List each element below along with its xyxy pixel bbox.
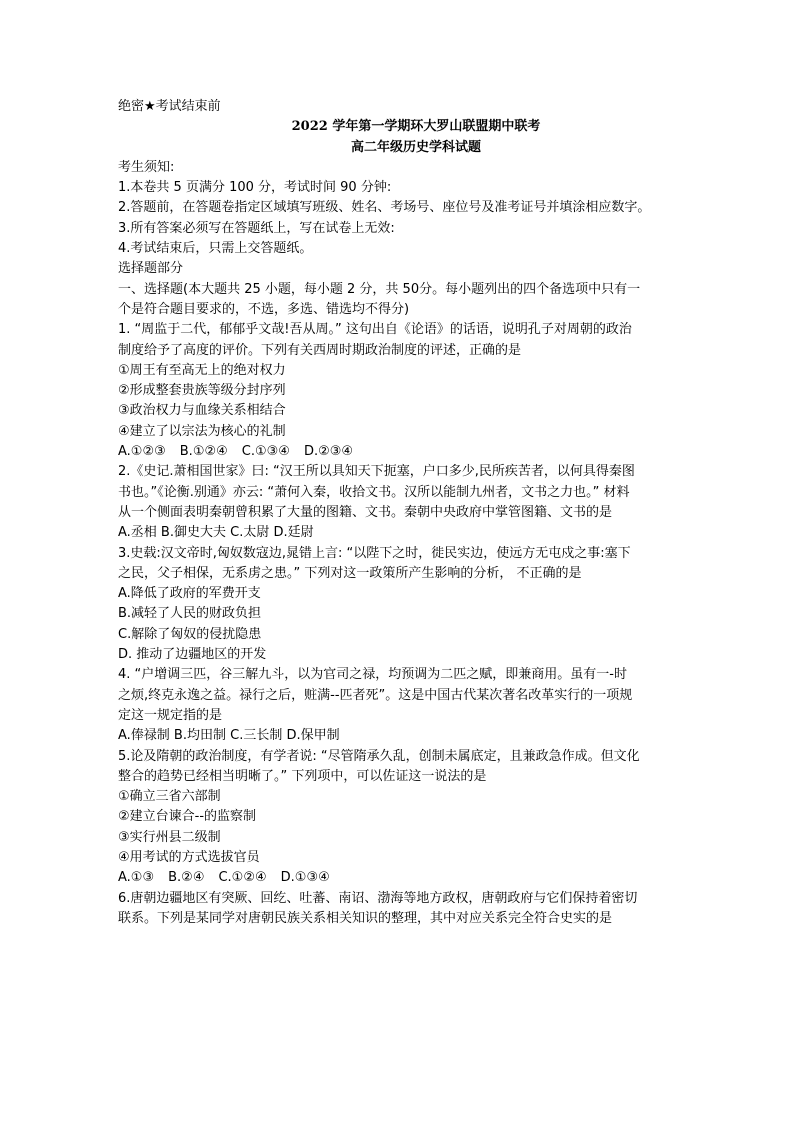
question-3-text: 之民，父子相保，无系虏之患。” 下列对这一政策所产生影响的分析， 不正确的是 [118,565,582,581]
option-b: B.①②④ [179,444,228,460]
option-a: A.①②③ [118,444,166,460]
exam-content [118,97,714,929]
question-3-text: 3.史载:汉文帝时,匈奴数寇边,晁错上言: “以陛下之时，徙民实边，使远方无屯戍之事:塞下 [118,545,631,561]
option-d: D.①③④ [280,870,330,886]
section-intro: 个是符合题目要求的，不选，多选、错选均不得分) [118,301,410,317]
question-2-options: A.丞相 B.御史大夫 C.太尉 D.廷尉 [118,525,314,541]
question-4-options: A.俸禄制 B.均田制 C.三长制 D.保甲制 [118,728,340,744]
section-part: 选择题部分 [118,261,184,277]
question-6-text: 6.唐朝边疆地区有突厥、回纥、吐蕃、南诏、渤海等地方政权，唐朝政府与它们保持着密切 [118,890,638,906]
question-3-option: C.解除了匈奴的侵扰隐患 [118,626,262,642]
question-6-text: 联系。下列是某同学对唐朝民族关系相关知识的整理，其中对应关系完全符合史实的是 [118,910,613,926]
question-4-text: 4. “户增调三匹，谷三解九斗，以为官司之禄，均预调为二匹之赋，即兼商用。虽有一-时 [118,667,627,683]
notice-item: 1.本卷共 5 页满分 100 分，考试时间 90 分钟: [118,180,392,196]
option-c: C.①②④ [218,870,267,886]
question-2-text: 从一个侧面表明秦朝曾积累了大量的图籍、文书。秦朝中央政府中掌管图籍、文书的是 [118,504,613,520]
section-intro: 一、选择题(本大题共 25 小题，每小题 2 分，共 50分。每小题列出的四个备选项中只有一 [118,281,641,297]
question-1-text: 1. “周监于二代，郁郁乎文哉!吾从周。” 这句出自《论语》的话语，说明孔子对周朝的政治 [118,322,632,338]
question-4-text: 定这一规定指的是 [118,707,223,723]
question-3-option: B.减轻了人民的财政负担 [118,606,262,622]
option-b: B.②④ [168,870,205,886]
option-c: C.①③④ [241,444,290,460]
question-5-item: ①确立三省六部制 [118,789,221,805]
question-1-text: 制度给予了高度的评价。下列有关西周时期政治制度的评述，正确的是 [118,342,522,358]
question-4-text: 之烦,终克永逸之益。禄行之后，赃满--匹者死”。这是中国古代某次著名改革实行的一项规 [118,687,633,703]
exam-title: 2022 学年第一学期环大罗山联盟期中联考 [291,119,541,135]
question-5-item: ③实行州县二级制 [118,829,221,845]
question-2-text: 2.《史记.萧相国世家》曰: “汉王所以具知天下扼塞，户口多少,民所疾苦者，以何具得秦图 [118,464,635,480]
question-1-item: ①周王有至高无上的绝对权力 [118,362,286,378]
notice-heading: 考生须知: [118,159,175,175]
question-1-options [118,442,714,462]
question-1-item: ④建立了以宗法为核心的礼制 [118,423,286,439]
question-1-item: ③政治权力与血缘关系相结合 [118,403,286,419]
question-3-option: D. 推动了边疆地区的开发 [118,647,267,663]
exam-subtitle: 高二年级历史学科试题 [350,139,481,155]
question-5-text: 5.论及隋朝的政治制度，有学者说: “尽管隋承久乱，创制未属底定，且兼政急作成。但文化 [118,748,640,764]
notice-item: 2.答题前，在答题卷指定区域填写班级、姓名、考场号、座位号及准考证号并填涂相应数字。 [118,200,651,216]
question-1-item: ②形成整套贵族等级分封序列 [118,383,286,399]
notice-item: 3.所有答案必须写在答题纸上，写在试卷上无效: [118,220,395,236]
question-5-item: ②建立台谏合--的监察制 [118,809,257,825]
question-5-text: 整合的趋势已经相当明晰了。” 下列项中，可以佐证这一说法的是 [118,768,487,784]
confidential-mark: 绝密★考试结束前 [118,99,221,114]
notice-item: 4.考试结束后，只需上交答题纸。 [118,241,313,257]
option-d: D.②③④ [303,444,354,460]
question-2-text: 书也。”《论衡.别通》亦云: “萧何入秦，收拾文书。汉所以能制九州者，文书之力也。” 材料 [118,484,630,500]
question-5-options [118,868,714,888]
question-5-item: ④用考试的方式选拔官员 [118,849,260,865]
question-3-option: A.降低了政府的军费开支 [118,586,261,602]
option-a: A.①③ [118,870,155,886]
